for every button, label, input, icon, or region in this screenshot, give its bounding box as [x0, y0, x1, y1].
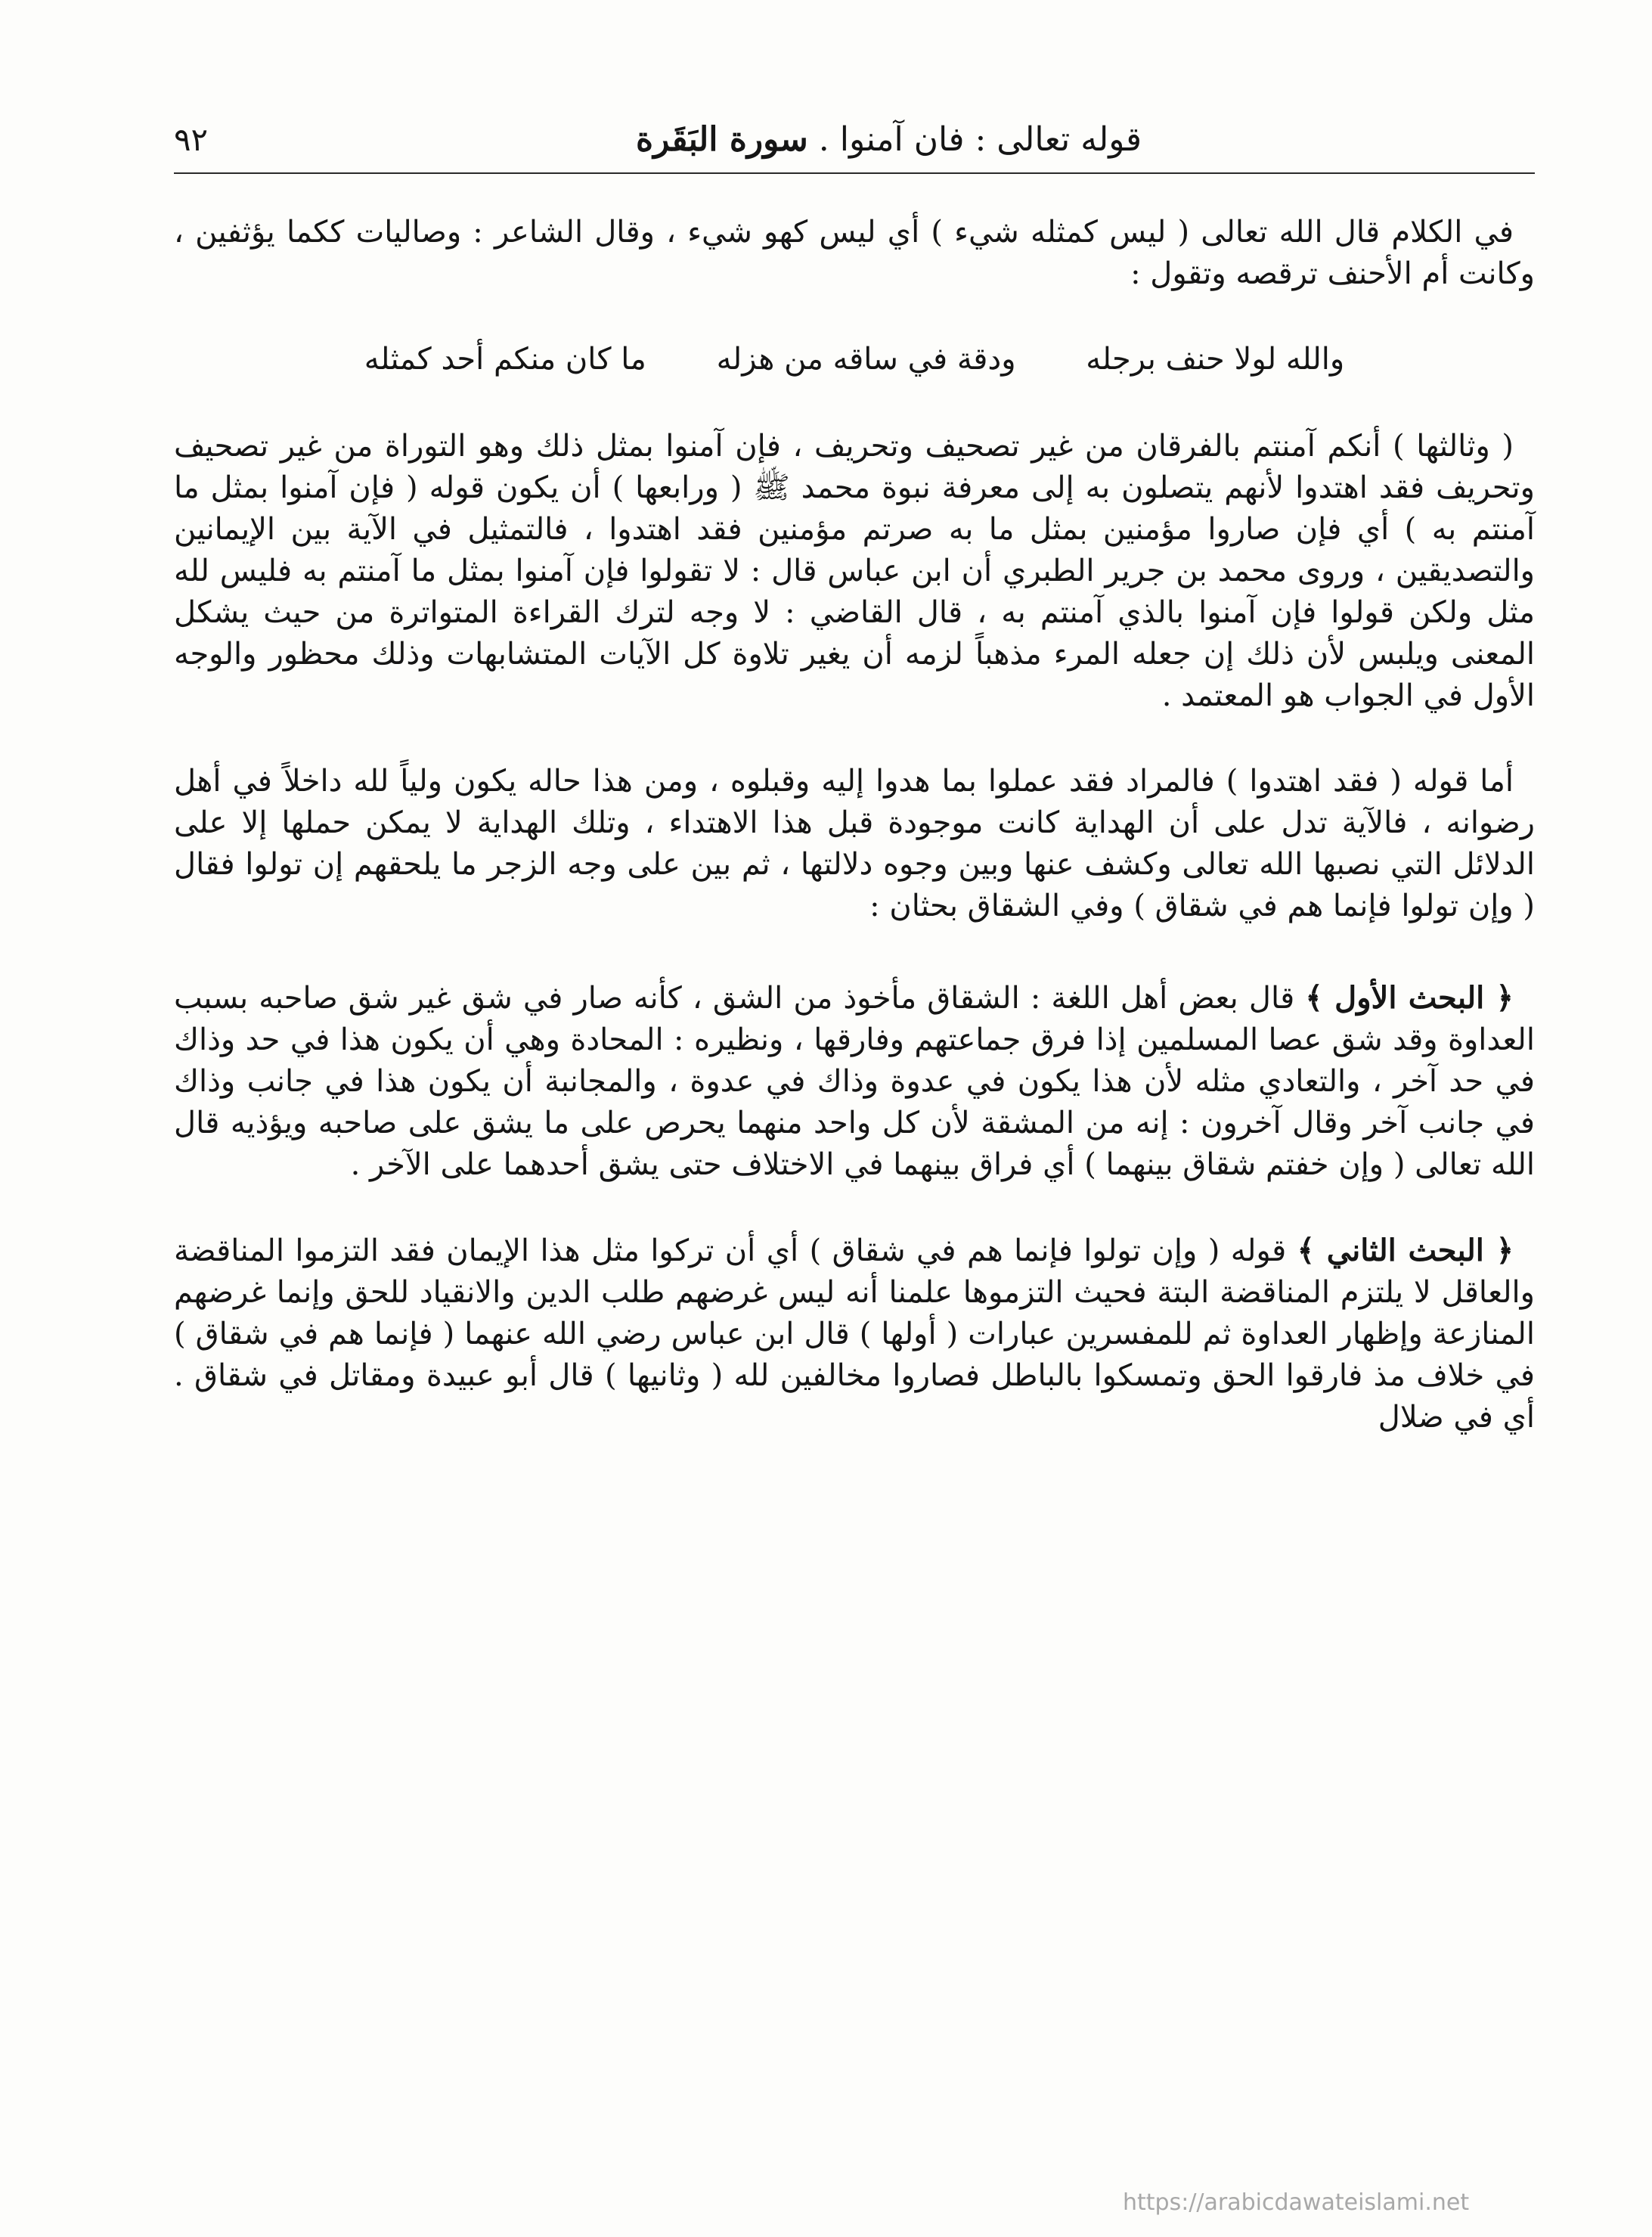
verse-part-3: ما كان منكم أحد كمثله: [364, 342, 646, 377]
section-one-text: قال بعض أهل اللغة : الشقاق مأخوذ من الشق ، كأنه صار في شق غير شق صاحبه بسبب العداوة وقد شق عصا المسلمين إذا فرق جماعتهم وفارقها ، ونظيره : المحادة وهي أن يكون هذا في حد وذاك في حد آخر ، والتعادي مثله لأن هذا يكون في عدوة وذاك في عدوة ، والمجانبة أن يكون هذا في جانب وذاك في جانب آخر وقال آخرون : إنه من المشقة لأن كل واحد منهما يحرص على ما يشق على صاحبه ويؤذيه قال الله تعالى ( وإن خفتم شقاق بينهما ) أي فراق بينهما في الاختلاف حتى يشق أحدهما على الآخر .: [174, 981, 1535, 1182]
section-two-heading: ﴿ البحث الثاني ﴾: [1297, 1233, 1514, 1268]
paragraph-intro: في الكلام قال الله تعالى ( ليس كمثله شيء ) أي ليس كهو شيء ، وقال الشاعر : وصاليات ككما يؤثفين ، وكانت أم الأحنف ترقصه وتقول :: [174, 215, 1535, 291]
poetry-verse: [174, 337, 1535, 382]
running-header: [174, 113, 1535, 174]
verse-part-2: ودقة في ساقه من هزله: [716, 342, 1016, 377]
body-text: [174, 212, 1535, 1438]
page-number: ٩٢: [174, 121, 209, 158]
header-verse-ref: قوله تعالى : فان آمنوا .: [818, 120, 1142, 159]
header-title: [636, 113, 1142, 166]
paragraph-guidance: أما قوله ( فقد اهتدوا ) فالمراد فقد عملوا بما هدوا إليه وقبلوه ، ومن هذا حاله يكون ولياً لله داخلاً في أهل رضوانه ، فالآية تدل على أن الهداية كانت موجودة قبل هذا الاهتداء ، وتلك الهداية لا يمكن حملها إلا على الدلائل التي نصبها الله تعالى وكشف عنها وبين وجوه دلالتها ، ثم بين على وجه الزجر ما يلحقهم إن تولوا فقال ( وإن تولوا فإنما هم في شقاق ) وفي الشقاق بحثان :: [174, 764, 1535, 923]
section-one-heading: ﴿ البحث الأول ﴾: [1305, 980, 1514, 1016]
paragraph-third-fourth: ( وثالثها ) أنكم آمنتم بالفرقان من غير تصحيف وتحريف ، فإن آمنوا بمثل ذلك وهو التوراة من غير تصحيف وتحريف فقد اهتدوا لأنهم يتصلون به إلى معرفة نبوة محمد ﷺ ( ورابعها ) أن يكون قوله ( فإن آمنوا بمثل ما آمنتم به ) أي فإن صاروا مؤمنين بمثل ما به صرتم مؤمنين فقد اهتدوا ، فالتمثيل في الآية بين الإيمانين والتصديقين ، وروى محمد بن جرير الطبري أن ابن عباس قال : لا تقولوا فإن آمنوا بمثل ما آمنتم به فليس لله مثل ولكن قولوا فإن آمنوا بالذي آمنتم به ، قال القاضي : لا وجه لترك القراءة المتواترة من حيث يشكل المعنى ويلبس لأن ذلك إن جعله المرء مذهباً لزمه أن يغير تلاوة كل الآيات المتشابهات وذلك محظور والوجه الأول في الجواب هو المعتمد .: [174, 429, 1535, 713]
section-one: [174, 977, 1535, 1186]
verse-part-1: والله لولا حنف برجله: [1086, 342, 1345, 377]
header-surah-name: سورة البَقَرة: [636, 120, 808, 159]
book-page: [174, 113, 1535, 2201]
section-two: [174, 1230, 1535, 1438]
section-two-text: قوله ( وإن تولوا فإنما هم في شقاق ) أي أن تركوا مثل هذا الإيمان فقد التزموا المناقضة والعاقل لا يلتزم المناقضة البتة فحيث التزموها علمنا أنه ليس غرضهم طلب الدين والانقياد للحق وإنما غرضهم المنازعة وإظهار العداوة ثم للمفسرين عبارات ( أولها ) قال ابن عباس رضي الله عنهما ( فإنما هم في شقاق ) في خلاف مذ فارقوا الحق وتمسكوا بالباطل فصاروا مخالفين لله ( وثانيها ) قال أبو عبيدة ومقاتل في شقاق . أي في ضلال: [174, 1233, 1535, 1435]
watermark-url: https://arabicdawateislami.net: [1123, 2189, 1470, 2216]
